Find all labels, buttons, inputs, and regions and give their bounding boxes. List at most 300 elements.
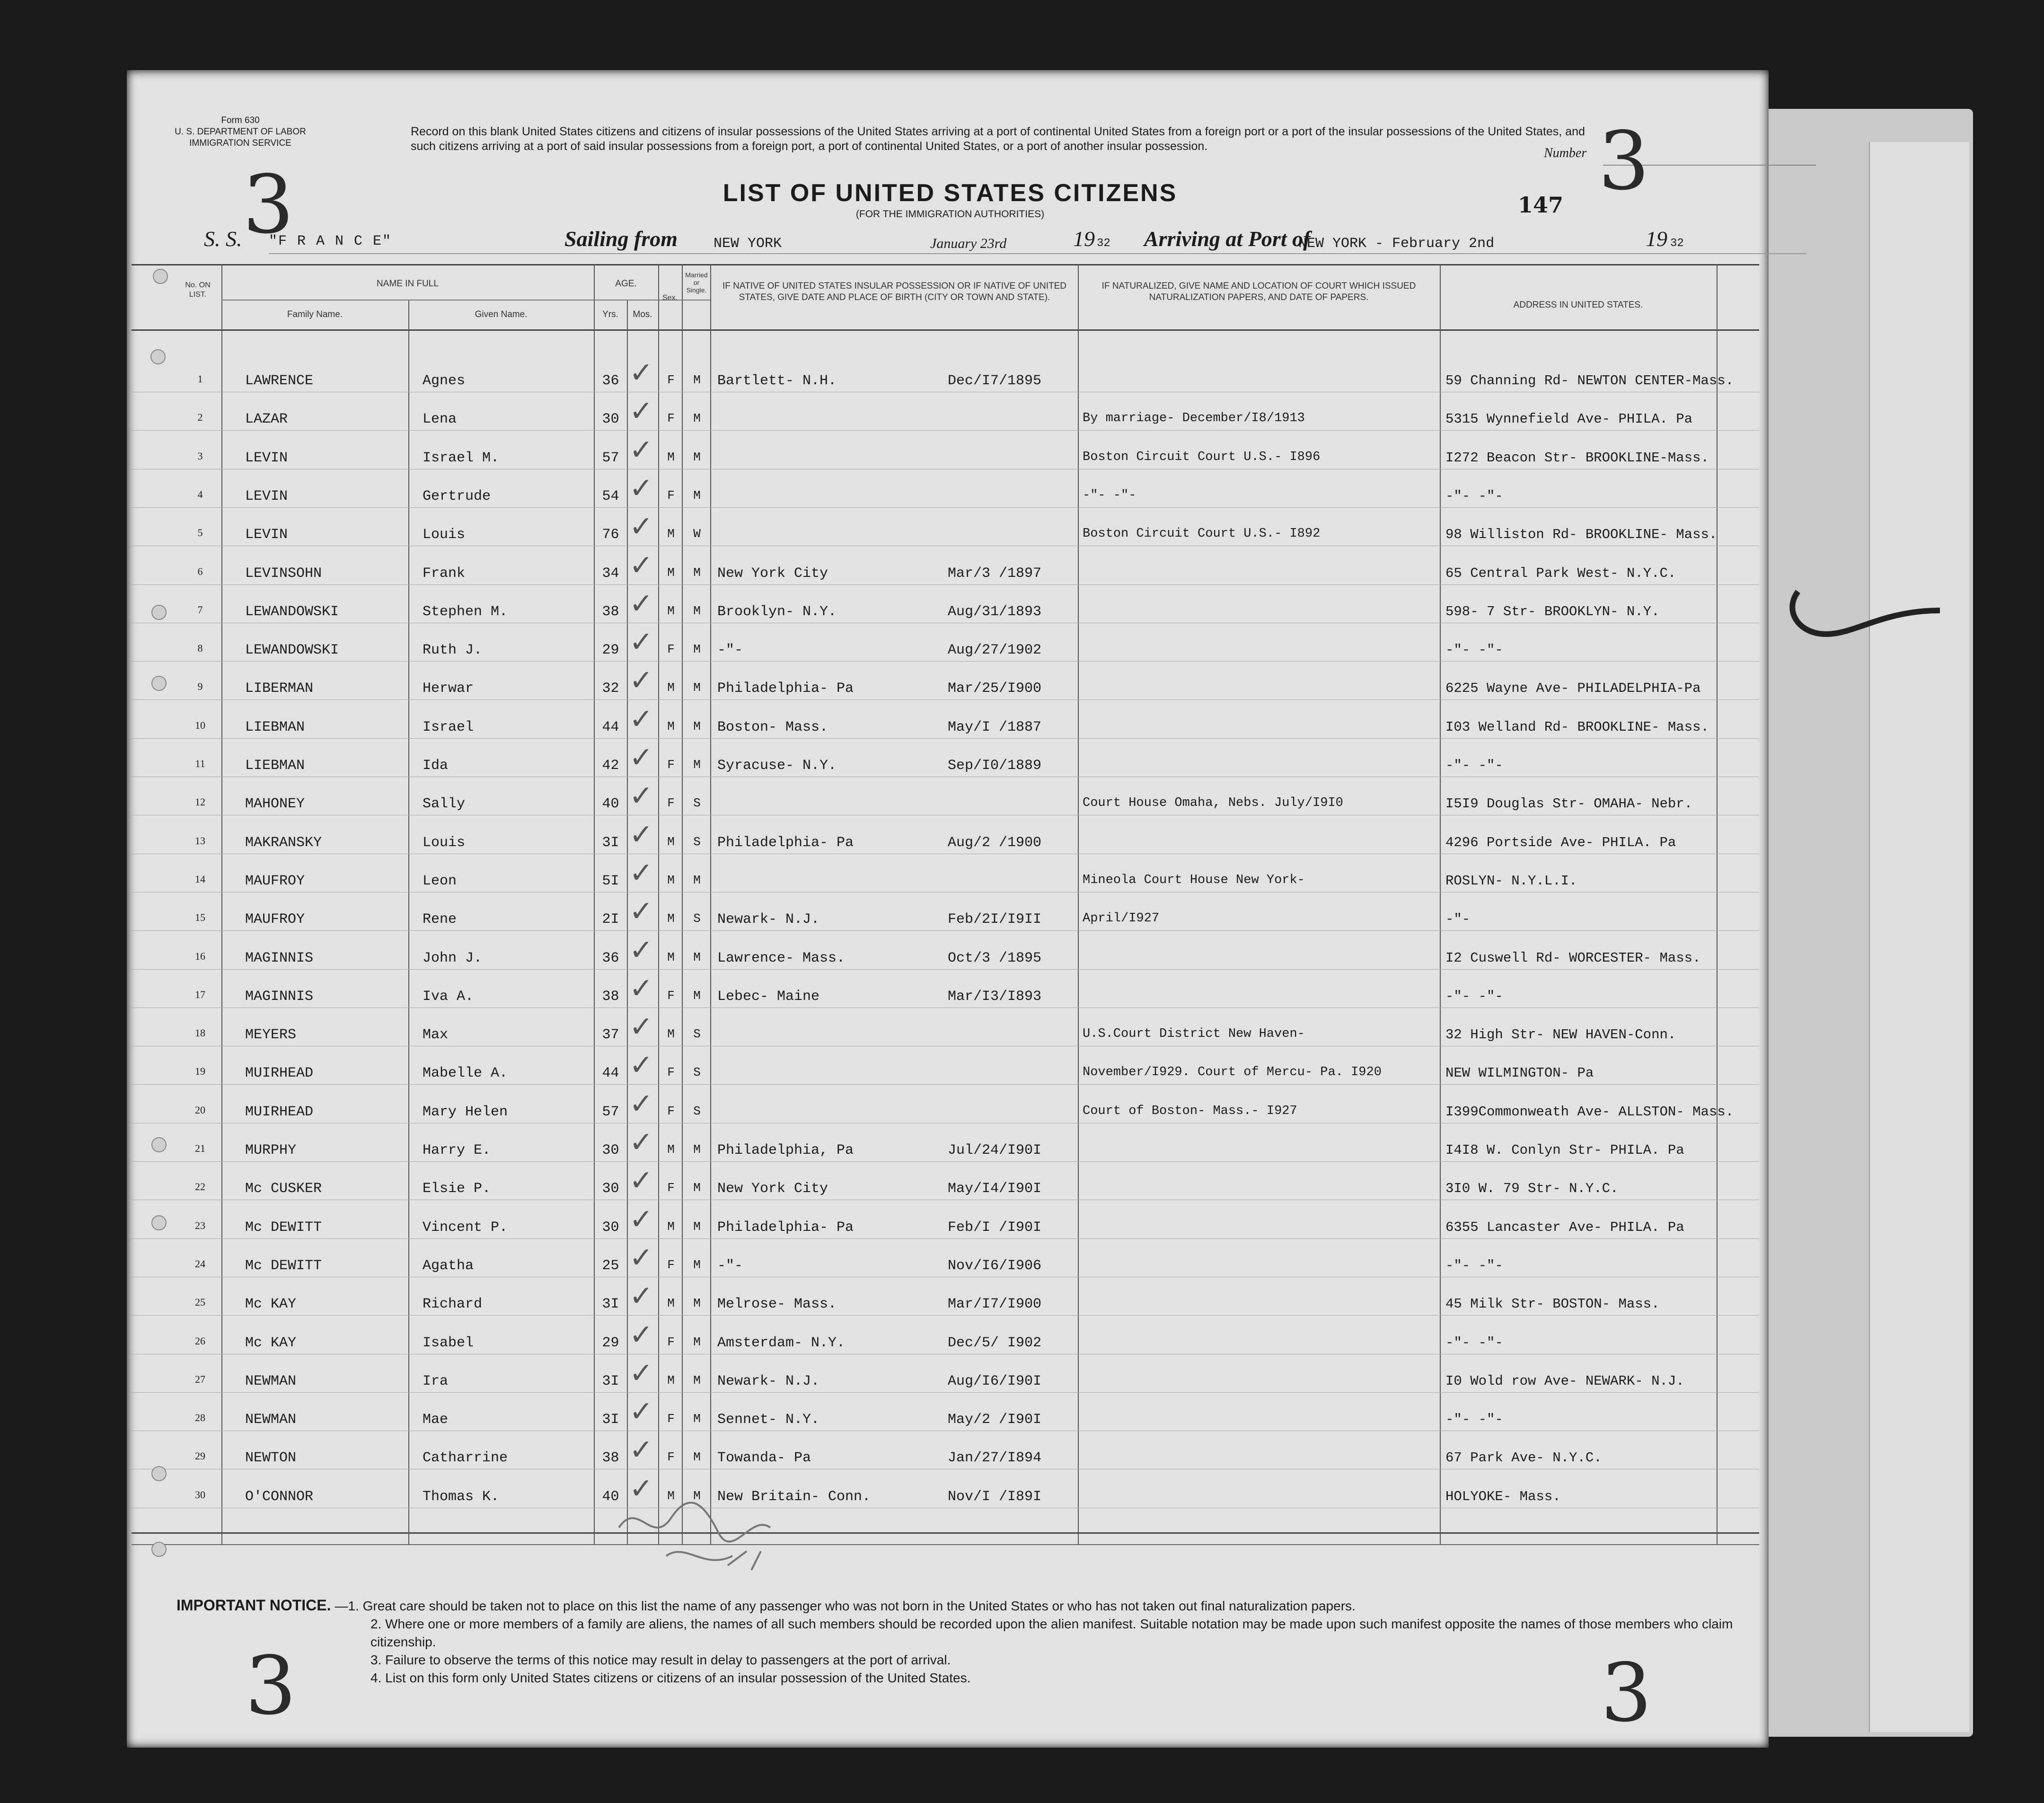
underlying-page-edge (1869, 142, 1969, 1732)
birth-place: Lebec- Maine (717, 989, 820, 1005)
age-years: 29 (602, 1335, 619, 1351)
sailing-port: NEW YORK (714, 236, 782, 252)
sex: M (667, 835, 675, 849)
header-mos: Mos. (633, 309, 652, 319)
marital-status: M (693, 719, 701, 734)
given-name: Stephen M. (423, 604, 508, 620)
marital-status: M (693, 1181, 701, 1195)
marital-status: M (693, 1142, 701, 1157)
sex: F (667, 488, 675, 503)
family-name: MAKRANSKY (245, 835, 322, 851)
naturalization-info: U.S.Court District New Haven- (1083, 1027, 1305, 1041)
checkmark-icon: ✓ (629, 779, 653, 813)
us-address: -"- -"- (1445, 1335, 1503, 1351)
family-name: LAZAR (245, 411, 288, 427)
birth-place: Melrose- Mass. (717, 1296, 837, 1312)
header-family-name: Family Name. (287, 309, 343, 319)
given-name: John J. (423, 950, 483, 966)
family-name: NEWTON (245, 1450, 297, 1466)
page-number: 147 (1518, 192, 1564, 218)
table-top-border (132, 264, 1759, 265)
header-age: AGE. (615, 279, 637, 289)
given-name: Catharrine (423, 1450, 508, 1466)
birth-date: Aug/I6/I90I (948, 1373, 1042, 1389)
us-address: 98 Williston Rd- BROOKLINE- Mass. (1445, 527, 1718, 542)
sex: F (667, 642, 675, 656)
birth-place: Newark- N.J. (717, 1373, 820, 1389)
checkmark-icon: ✓ (629, 1318, 653, 1352)
family-name: LEVIN (245, 527, 288, 543)
checkmark-icon: ✓ (629, 818, 653, 851)
handwritten-signature (609, 1490, 808, 1594)
punch-hole (151, 605, 167, 620)
punch-hole (151, 1466, 167, 1481)
birth-place: Bartlett- N.H. (717, 373, 837, 389)
row-number: 3 (197, 450, 203, 462)
us-address: 3I0 W. 79 Str- N.Y.C. (1445, 1181, 1619, 1196)
row-number: 1 (197, 373, 203, 385)
birth-place: Towanda- Pa (717, 1450, 811, 1466)
birth-date: Mar/25/I900 (948, 681, 1042, 697)
family-name: LEWANDOWSKI (245, 642, 339, 658)
birth-date: Dec/I7/1895 (948, 373, 1042, 389)
sex: M (667, 1027, 675, 1041)
given-name: Ruth J. (423, 642, 483, 658)
birth-date: Mar/3 /1897 (948, 566, 1042, 582)
given-name: Louis (423, 527, 466, 543)
us-address: I03 Welland Rd- BROOKLINE- Mass. (1445, 719, 1709, 735)
row-rule (132, 430, 1759, 431)
sex: M (667, 1296, 675, 1310)
given-name: Leon (423, 873, 457, 889)
us-address: -"- -"- (1445, 642, 1503, 658)
checkmark-icon: ✓ (629, 1126, 653, 1159)
sex: M (667, 527, 675, 541)
punch-hole (151, 1137, 167, 1152)
row-number: 28 (195, 1412, 205, 1423)
marital-status: M (693, 758, 701, 772)
birth-date: Feb/I /I90I (948, 1220, 1042, 1236)
marital-status: S (693, 1065, 701, 1079)
birth-place: Boston- Mass. (717, 719, 828, 735)
voyage-underline (269, 253, 1806, 254)
sailing-year: 32 (1097, 237, 1110, 250)
naturalization-info: Mineola Court House New York- (1083, 873, 1305, 887)
given-name: Agnes (423, 373, 466, 389)
sex: F (667, 1181, 675, 1195)
checkmark-icon: ✓ (629, 1433, 653, 1467)
header-name-in-full: NAME IN FULL (377, 279, 439, 289)
marital-status: M (693, 450, 701, 464)
marital-status: M (693, 566, 701, 580)
sex: M (667, 719, 675, 734)
given-name: Thomas K. (423, 1489, 500, 1505)
us-address: I4I8 W. Conlyn Str- PHILA. Pa (1445, 1142, 1684, 1158)
birth-place: -"- (717, 1258, 743, 1274)
checkmark-icon: ✓ (629, 433, 653, 467)
us-address: -"- -"- (1445, 758, 1503, 773)
given-name: Isabel (423, 1335, 474, 1351)
list-number-stamp-bottom-right: 3 (1601, 1646, 1652, 1740)
checkmark-icon: ✓ (629, 356, 653, 389)
col-divider-no (221, 264, 222, 1544)
sex: F (667, 758, 675, 772)
row-rule (132, 507, 1759, 508)
checkmark-icon: ✓ (629, 934, 653, 967)
sex: F (667, 1065, 675, 1079)
family-name: LAWRENCE (245, 373, 314, 389)
family-name: MAGINNIS (245, 989, 314, 1005)
age-years: 44 (602, 719, 619, 735)
list-number-stamp-top-right: 3 (1598, 115, 1650, 208)
birth-place: Amsterdam- N.Y. (717, 1335, 846, 1351)
sex: F (667, 1412, 675, 1426)
row-number: 13 (195, 835, 205, 847)
checkmark-icon: ✓ (629, 1049, 653, 1082)
row-number: 27 (195, 1373, 205, 1385)
arrival-year: 32 (1670, 237, 1684, 250)
notice-item-1: —1. Great care should be taken not to place on this list the name of any passenger who was not born in the United States or who has not taken out final naturalization papers. (335, 1599, 1356, 1613)
marital-status: M (693, 411, 701, 425)
row-rule (132, 892, 1759, 893)
birth-date: Jan/27/I894 (948, 1450, 1042, 1466)
ss-label: S. S. (204, 227, 242, 251)
checkmark-icon: ✓ (629, 587, 653, 620)
row-rule (132, 930, 1759, 931)
table-bottom-border (132, 1532, 1759, 1534)
checkmark-icon: ✓ (629, 626, 653, 659)
row-number: 12 (195, 796, 205, 808)
marital-status: M (693, 604, 701, 618)
row-number: 24 (195, 1258, 205, 1270)
ship-name: "F R A N C E" (269, 233, 392, 249)
us-address: -"- -"- (1445, 488, 1503, 504)
col-divider-ms (710, 264, 711, 1544)
us-address: -"- -"- (1445, 989, 1503, 1004)
row-rule (132, 1238, 1759, 1239)
family-name: LEVIN (245, 450, 288, 466)
birth-date: Feb/2I/I9II (948, 911, 1042, 928)
checkmark-icon: ✓ (629, 472, 653, 505)
us-address: I2 Cuswell Rd- WORCESTER- Mass. (1445, 950, 1701, 966)
birth-place: Newark- N.J. (717, 911, 820, 928)
page-subtitle: (FOR THE IMMIGRATION AUTHORITIES) (855, 209, 1045, 220)
checkmark-icon: ✓ (629, 895, 653, 928)
table-header-border (132, 329, 1759, 331)
birth-date: Mar/I3/I893 (948, 989, 1042, 1005)
marital-status: S (693, 1027, 701, 1041)
row-rule (132, 661, 1759, 662)
naturalization-info: By marriage- December/I8/1913 (1083, 411, 1305, 425)
given-name: Richard (423, 1296, 483, 1312)
us-address: -"- (1445, 911, 1471, 927)
notice-label: IMPORTANT NOTICE. (176, 1597, 331, 1614)
family-name: Mc KAY (245, 1296, 297, 1312)
col-divider-naturalized (1440, 264, 1441, 1544)
given-name: Ira (423, 1373, 449, 1389)
birth-place: New York City (717, 566, 828, 582)
row-number: 6 (197, 566, 203, 577)
marital-status: M (693, 1258, 701, 1272)
age-years: 30 (602, 1181, 619, 1197)
age-years: 32 (602, 681, 619, 697)
arrival-year-prefix: 19 (1646, 227, 1667, 251)
row-number: 30 (195, 1489, 205, 1501)
us-address: I399Commonweath Ave- ALLSTON- Mass. (1445, 1104, 1734, 1120)
birth-date: May/I4/I90I (948, 1181, 1042, 1197)
row-number: 17 (195, 989, 205, 1000)
birth-date: Dec/5/ I902 (948, 1335, 1042, 1351)
age-years: 76 (602, 527, 619, 543)
punch-hole (151, 1542, 167, 1557)
birth-place: New Britain- Conn. (717, 1489, 871, 1505)
checkmark-icon: ✓ (629, 972, 653, 1005)
age-years: 57 (602, 450, 619, 466)
checkmark-icon: ✓ (629, 1203, 653, 1236)
notice-item-3: 3. Failure to observe the terms of this notice may result in delay to passengers at the port of arrival. (370, 1653, 951, 1667)
us-address: 67 Park Ave- N.Y.C. (1445, 1450, 1602, 1466)
given-name: Lena (423, 411, 457, 427)
family-name: O'CONNOR (245, 1489, 314, 1505)
family-name: NEWMAN (245, 1412, 297, 1428)
row-rule (132, 1315, 1759, 1316)
checkmark-icon: ✓ (629, 1087, 653, 1121)
manifest-page (127, 70, 1769, 1748)
important-notice (176, 1596, 1738, 1687)
given-name: Mabelle A. (423, 1065, 508, 1081)
family-name: NEWMAN (245, 1373, 297, 1389)
birth-date: Aug/27/1902 (948, 642, 1042, 658)
sailing-date: January 23rd (930, 236, 1007, 251)
punch-hole (151, 676, 167, 691)
row-rule (132, 584, 1759, 585)
row-number: 29 (195, 1450, 205, 1462)
form-instructions: Record on this blank United States citizens and citizens of insular possessions of the United States arriving at a port of continental United States from a foreign port or a port of the insular possessions of the United States, and such citizens arriving at a port of said insular possessions from a foreign port, a port of continental United States, or a port of another insular possession. (411, 125, 1585, 153)
marital-status: M (693, 681, 701, 695)
given-name: Louis (423, 835, 466, 851)
row-number: 4 (197, 488, 203, 500)
given-name: Herwar (423, 681, 474, 697)
checkmark-icon: ✓ (629, 1164, 653, 1197)
given-name: Vincent P. (423, 1220, 508, 1236)
service-name: IMMIGRATION SERVICE (189, 138, 291, 148)
col-divider-sex (682, 264, 683, 1544)
birth-date: Nov/I /I89I (948, 1489, 1042, 1505)
marital-status: M (693, 1412, 701, 1426)
birth-place: Philadelphia- Pa (717, 1220, 854, 1236)
marital-status: W (693, 527, 701, 541)
family-name: MAHONEY (245, 796, 305, 812)
birth-place: Philadelphia, Pa (717, 1142, 854, 1158)
birth-date: Nov/I6/I906 (948, 1258, 1042, 1274)
given-name: Israel (423, 719, 474, 735)
marital-status: S (693, 1104, 701, 1118)
sex: F (667, 796, 675, 810)
col-divider-address (1717, 264, 1718, 1544)
row-rule (132, 1392, 1759, 1393)
header-yrs: Yrs. (602, 309, 618, 319)
birth-place: Philadelphia- Pa (717, 835, 854, 851)
header-sex: Sex. (662, 294, 678, 302)
age-years: 38 (602, 989, 619, 1005)
marital-status: M (693, 1335, 701, 1349)
col-divider-birth (1078, 264, 1079, 1544)
birth-date: Sep/I0/1889 (948, 758, 1042, 774)
us-address: -"- -"- (1445, 1258, 1503, 1273)
us-address: 598- 7 Str- BROOKLYN- N.Y. (1445, 604, 1660, 619)
sex: F (667, 373, 675, 387)
checkmark-icon: ✓ (629, 664, 653, 697)
family-name: Mc DEWITT (245, 1258, 322, 1274)
birth-place: Brooklyn- N.Y. (717, 604, 837, 620)
family-name: MUIRHEAD (245, 1104, 314, 1120)
sex: F (667, 1450, 675, 1464)
birth-date: Mar/I7/I900 (948, 1296, 1042, 1312)
age-years: 42 (602, 758, 619, 774)
us-address: I272 Beacon Str- BROOKLINE-Mass. (1445, 450, 1709, 466)
birth-place: Philadelphia- Pa (717, 681, 854, 697)
marital-status: M (693, 642, 701, 656)
age-years: 30 (602, 1220, 619, 1236)
age-years: 40 (602, 1489, 619, 1505)
family-name: LEVIN (245, 488, 288, 504)
sex: F (667, 1104, 675, 1118)
birth-date: Jul/24/I90I (948, 1142, 1042, 1158)
checkmark-icon: ✓ (629, 1357, 653, 1390)
birth-place: Syracuse- N.Y. (717, 758, 837, 774)
age-years: 5I (602, 873, 619, 889)
us-address: ROSLYN- N.Y.L.I. (1445, 873, 1577, 889)
header-address: ADDRESS IN UNITED STATES. (1513, 300, 1643, 310)
age-years: 25 (602, 1258, 619, 1274)
row-number: 21 (195, 1142, 205, 1154)
family-name: MAGINNIS (245, 950, 314, 966)
given-name: Frank (423, 566, 466, 582)
us-address: I0 Wold row Ave- NEWARK- N.J. (1445, 1373, 1684, 1389)
age-years: 57 (602, 1104, 619, 1120)
row-number: 8 (197, 642, 203, 654)
row-rule (132, 699, 1759, 700)
table-bottom-border-2 (132, 1544, 1759, 1545)
checkmark-icon: ✓ (629, 857, 653, 890)
given-name: Max (423, 1027, 449, 1043)
list-number-stamp-top-left: 3 (243, 158, 294, 252)
row-number: 20 (195, 1104, 205, 1116)
marital-status: S (693, 835, 701, 849)
pen-mark (1788, 582, 1945, 653)
checkmark-icon: ✓ (629, 703, 653, 736)
number-label: Number (1544, 146, 1587, 160)
age-years: 44 (602, 1065, 619, 1081)
sex: F (667, 989, 675, 1003)
given-name: Rene (423, 911, 457, 928)
family-name: MAUFROY (245, 873, 305, 889)
marital-status: M (693, 873, 701, 887)
row-number: 2 (197, 411, 203, 423)
row-number: 5 (197, 527, 203, 539)
given-name: Gertrude (423, 488, 491, 504)
naturalization-info: April/I927 (1083, 911, 1160, 926)
col-divider-given (594, 264, 595, 1544)
family-name: LIEBMAN (245, 758, 305, 774)
given-name: Agatha (423, 1258, 474, 1274)
sex: M (667, 604, 675, 618)
sailing-label: Sailing from (564, 227, 678, 251)
age-years: 54 (602, 488, 619, 504)
list-number-stamp-bottom-left: 3 (245, 1639, 297, 1733)
naturalization-info: Boston Circuit Court U.S.- I896 (1083, 450, 1321, 464)
row-number: 9 (197, 681, 203, 692)
given-name: Iva A. (423, 989, 474, 1005)
sex: M (667, 1373, 675, 1388)
marital-status: M (693, 1450, 701, 1464)
us-address: 65 Central Park West- N.Y.C. (1445, 566, 1676, 581)
col-divider-yrs (627, 300, 628, 1544)
marital-status: M (693, 373, 701, 387)
family-name: Mc CUSKER (245, 1181, 322, 1197)
row-number: 11 (195, 758, 205, 769)
notice-item-2: 2. Where one or more members of a family are aliens, the names of all such members should be recorded upon the alien manifest. Suitable notation may be made upon such manifest opposite the names of those members who claim citizenship. (370, 1617, 1733, 1649)
sailing-year-prefix: 19 (1073, 227, 1095, 251)
given-name: Mary Helen (423, 1104, 508, 1120)
checkmark-icon: ✓ (629, 510, 653, 543)
marital-status: M (693, 950, 701, 964)
birth-date: Oct/3 /1895 (948, 950, 1042, 966)
family-name: MEYERS (245, 1027, 297, 1043)
form-number: Form 630 (221, 115, 260, 125)
us-address: 59 Channing Rd- NEWTON CENTER-Mass. (1445, 373, 1734, 389)
sex: M (667, 873, 675, 887)
family-name: LEVINSOHN (245, 566, 322, 582)
header-married-single: Married or Single. (685, 271, 708, 294)
marital-status: S (693, 796, 701, 810)
given-name: Israel M. (423, 450, 500, 466)
sex: M (667, 911, 675, 926)
arriving-label: Arriving at Port of (1144, 227, 1311, 251)
checkmark-icon: ✓ (629, 395, 653, 428)
family-name: Mc DEWITT (245, 1220, 322, 1236)
punch-hole (153, 269, 168, 284)
checkmark-icon: ✓ (629, 1395, 653, 1428)
punch-hole (151, 1215, 167, 1230)
age-years: 38 (602, 604, 619, 620)
row-rule (132, 1084, 1759, 1085)
sex: M (667, 1220, 675, 1234)
naturalization-info: Court House Omaha, Nebs. July/I9I0 (1083, 796, 1343, 810)
row-number: 10 (195, 719, 205, 731)
age-years: 3I (602, 1296, 619, 1312)
naturalization-info: November/I929. Court of Mercu- Pa. I920 (1083, 1065, 1382, 1079)
row-number: 23 (195, 1220, 205, 1231)
marital-status: M (693, 1489, 701, 1503)
row-rule (132, 1161, 1759, 1162)
us-address: I5I9 Douglas Str- OMAHA- Nebr. (1445, 796, 1693, 812)
naturalization-info: Boston Circuit Court U.S.- I892 (1083, 527, 1321, 541)
row-number: 22 (195, 1181, 205, 1193)
age-years: 3I (602, 835, 619, 851)
us-address: 5315 Wynnefield Ave- PHILA. Pa (1445, 411, 1693, 427)
age-years: 30 (602, 411, 619, 427)
age-years: 36 (602, 373, 619, 389)
naturalization-info: -"- -"- (1083, 488, 1137, 503)
age-years: 3I (602, 1373, 619, 1389)
checkmark-icon: ✓ (629, 1241, 653, 1274)
birth-date: Aug/2 /1900 (948, 835, 1042, 851)
birth-date: May/I /1887 (948, 719, 1042, 735)
age-years: 3I (602, 1412, 619, 1428)
checkmark-icon: ✓ (629, 741, 653, 774)
marital-status: S (693, 911, 701, 926)
